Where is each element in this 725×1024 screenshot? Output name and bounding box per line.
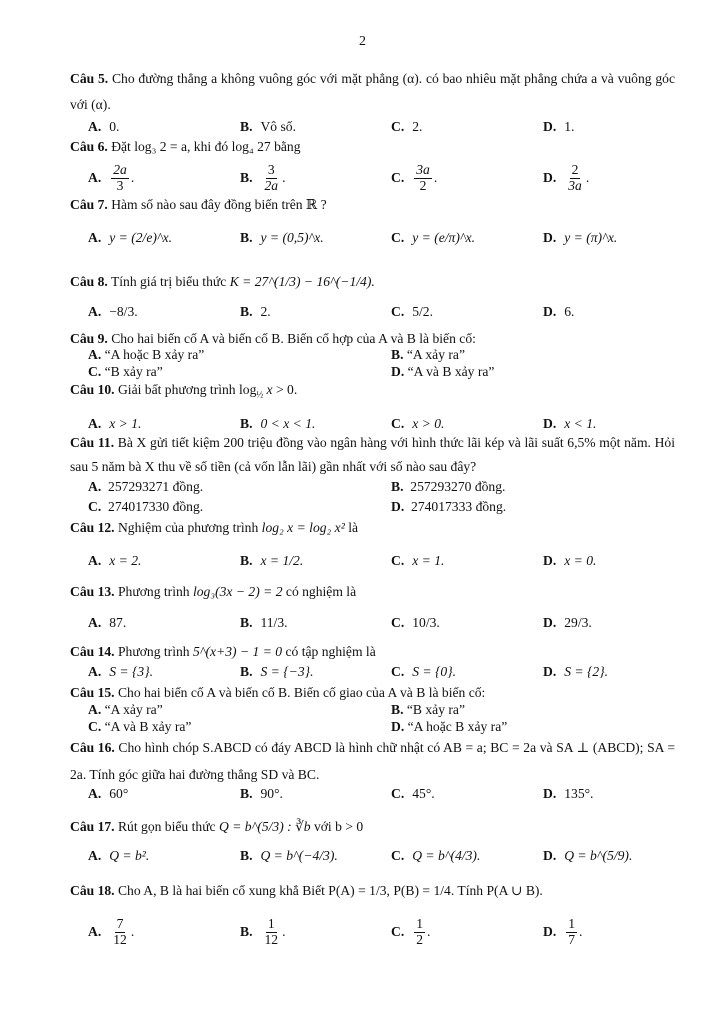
expression: log₂ x = log₂ x² — [261, 520, 345, 535]
option-d[interactable]: D. S = {2}. — [543, 664, 609, 679]
option-d[interactable]: D. x < 1. — [543, 416, 597, 431]
option-b[interactable]: B. $\frac{1}{12}$ . — [240, 915, 286, 947]
option-c[interactable]: C. 10/3. — [391, 615, 440, 630]
question-number: Câu 5. — [70, 71, 109, 86]
option-a[interactable]: A. “A xảy ra” — [88, 702, 163, 717]
question-7: Câu 7. Hàm số nào sau đây đồng biến trên ℝ ? — [70, 197, 327, 212]
option-a[interactable]: A. “A hoặc B xảy ra” — [88, 347, 205, 362]
option-a[interactable]: A. 60° — [88, 786, 129, 801]
option-d[interactable]: D. 1. — [543, 119, 575, 134]
options-6 — [88, 158, 678, 198]
question-text: Đặt log₃ 2 = a, khi đó log₄ 27 bằng — [111, 139, 301, 154]
option-b[interactable]: B. x = 1/2. — [240, 553, 304, 568]
option-c[interactable]: C. y = (e/π)^x. — [391, 230, 476, 245]
question-6: Câu 6. Đặt log₃ 2 = a, khi đó log₄ 27 bằng — [70, 139, 301, 154]
option-b[interactable]: B. 2. — [240, 304, 271, 319]
question-14: Câu 14. Phương trình 5^(x+3) − 1 = 0 có tập nghiệm là — [70, 644, 376, 659]
option-c[interactable]: C. 5/2. — [391, 304, 433, 319]
option-c[interactable]: C. “B xảy ra” — [88, 364, 163, 379]
option-b[interactable]: B. y = (0,5)^x. — [240, 230, 324, 245]
options-7 — [88, 218, 678, 258]
options-17 — [88, 836, 678, 876]
question-18: Câu 18. Cho A, B là hai biến cố xung khắ Biết P(A) = 1/3, P(B) = 1/4. Tính P(A ∪ B). — [70, 883, 543, 898]
option-d[interactable]: D. Q = b^(5/9). — [543, 848, 633, 863]
options-11-row1 — [88, 477, 678, 497]
question-text: Cho A, B là hai biến cố xung khắ Biết P(A) = 1/3, P(B) = 1/4. Tính P(A ∪ B). — [117, 883, 543, 898]
option-c[interactable]: C. x > 0. — [391, 416, 445, 431]
option-a[interactable]: A. S = {3}. — [88, 664, 154, 679]
option-d[interactable]: D. $\frac{1}{7}$ . — [543, 915, 583, 947]
option-c[interactable]: C. 45°. — [391, 786, 435, 801]
option-a[interactable]: A. −8/3. — [88, 304, 138, 319]
option-a[interactable]: A. x > 1. — [88, 416, 142, 431]
option-b[interactable]: B. 257293270 đồng. — [391, 479, 506, 494]
option-d[interactable]: D. $\frac{2}{3a}$ . — [543, 161, 590, 193]
option-a[interactable]: A. $\frac{2a}{3}$ . — [88, 161, 135, 193]
expression: $\log_{\frac{1}{2}} x > 0$. — [239, 382, 298, 400]
option-d[interactable]: D. “A hoặc B xảy ra” — [391, 719, 508, 734]
options-9-row1 — [88, 346, 678, 363]
option-d[interactable]: D. 135°. — [543, 786, 594, 801]
option-c[interactable]: C. S = {0}. — [391, 664, 457, 679]
question-9: Câu 9. Cho hai biến cố A và biến cố B. Biến cố hợp của A và B là biến cố: — [70, 331, 476, 346]
question-text: Cho đường thẳng a không vuông góc với mặt phẳng (α). có bao nhiêu mặt phẳng chứa a và vuông góc với (α). — [70, 71, 675, 112]
option-d[interactable]: D. y = (π)^x. — [543, 230, 618, 245]
option-a[interactable]: A. 87. — [88, 615, 127, 630]
option-b[interactable]: B. 0 < x < 1. — [240, 416, 316, 431]
question-text: Rút gọn biểu thức — [117, 819, 216, 834]
page-number: 2 — [359, 34, 366, 49]
option-a[interactable]: A. Q = b². — [88, 848, 150, 863]
options-8 — [88, 292, 678, 332]
option-b[interactable]: B. Vô số. — [240, 119, 296, 134]
question-17: Câu 17. Rút gọn biểu thức Q = b^(5/3) : ∛b với b > 0 — [70, 819, 364, 834]
option-c[interactable]: C. 2. — [391, 119, 423, 134]
question-12: Câu 12. Nghiệm của phương trình log₂ x = log₂ x² là — [70, 520, 358, 535]
question-11: Câu 11. Bà X gửi tiết kiệm 200 triệu đồng vào ngân hàng với hình thức lãi kép và lãi suất 6,5% một năm. Hỏi sau 5 năm bà X thu về số tiền (cả vốn lẫn lãi) gần nhất với số nào sau đây? — [70, 435, 675, 474]
options-12 — [88, 541, 678, 581]
question-text: Tính giá trị biểu thức — [110, 274, 227, 289]
question-text: Nghiệm của phương trình — [117, 520, 259, 535]
option-b[interactable]: B. S = {−3}. — [240, 664, 314, 679]
options-18 — [88, 912, 678, 952]
question-text: Giải bất phương trình — [117, 382, 236, 397]
question-text: Cho hai biến cố A và biến cố B. Biến cố giao của A và B là biến cố: — [117, 685, 486, 700]
question-15: Câu 15. Cho hai biến cố A và biến cố B. Biến cố giao của A và B là biến cố: — [70, 685, 486, 700]
question-text: Bà X gửi tiết kiệm 200 triệu đồng vào ngân hàng với hình thức lãi kép và lãi suất 6,5% một năm. Hỏi sau 5 năm bà X thu về số tiền (cả vốn lẫn lãi) gần nhất với số nào sau đây? — [70, 435, 675, 474]
options-11-row2 — [88, 497, 678, 517]
option-b[interactable]: B. “A xảy ra” — [391, 347, 465, 362]
option-a[interactable]: A. 257293271 đồng. — [88, 479, 204, 494]
option-b[interactable]: B. 90°. — [240, 786, 283, 801]
option-b[interactable]: B. “B xảy ra” — [391, 702, 465, 717]
options-13 — [88, 603, 678, 643]
option-b[interactable]: B. 11/3. — [240, 615, 288, 630]
option-c[interactable]: C. $\frac{3a}{2}$ . — [391, 161, 438, 193]
question-text: Cho hình chóp S.ABCD có đáy ABCD là hình chữ nhật có AB = a; BC = 2a và SA ⊥ (ABCD); SA = 2a. Tính góc giữa hai đường thẳng SD và BC. — [70, 740, 675, 782]
question-text: Phương trình — [117, 644, 190, 659]
option-b[interactable]: B. $\frac{3}{2a}$ . — [240, 161, 286, 193]
question-10: Câu 10. Giải bất phương trình $\log_{\frac{1}{2}} x > 0$. — [70, 382, 298, 400]
option-d[interactable]: D. 29/3. — [543, 615, 592, 630]
options-16 — [88, 774, 678, 814]
expression: 5^(x+3) − 1 = 0 — [192, 644, 283, 659]
option-a[interactable]: A. x = 2. — [88, 553, 142, 568]
options-15-row2 — [88, 718, 678, 735]
question-text: Cho hai biến cố A và biến cố B. Biến cố hợp của A và B là biến cố: — [111, 331, 476, 346]
option-d[interactable]: D. 6. — [543, 304, 575, 319]
options-9-row2 — [88, 363, 678, 380]
option-c[interactable]: C. Q = b^(4/3). — [391, 848, 481, 863]
question-text: Hàm số nào sau đây đồng biến trên ℝ ? — [111, 197, 327, 212]
option-b[interactable]: B. Q = b^(−4/3). — [240, 848, 338, 863]
option-c[interactable]: C. x = 1. — [391, 553, 445, 568]
option-a[interactable]: A. y = (2/e)^x. — [88, 230, 173, 245]
option-c[interactable]: C. $\frac{1}{2}$ . — [391, 915, 431, 947]
expression: K = 27^(1/3) − 16^(−1/4). — [229, 274, 375, 289]
option-c[interactable]: C. 274017330 đồng. — [88, 499, 204, 514]
expression: Q = b^(5/3) : ∛b — [219, 819, 311, 834]
option-d[interactable]: D. x = 0. — [543, 553, 597, 568]
option-d[interactable]: D. 274017333 đồng. — [391, 499, 507, 514]
option-c[interactable]: C. “A và B xảy ra” — [88, 719, 192, 734]
expression: log₃(3x − 2) = 2 — [192, 584, 283, 599]
question-text: Phương trình — [117, 584, 190, 599]
option-a[interactable]: A. $\frac{7}{12}$ . — [88, 915, 135, 947]
options-15-row1 — [88, 701, 678, 718]
option-a[interactable]: A. 0. — [88, 119, 120, 134]
question-16: Câu 16. Cho hình chóp S.ABCD có đáy ABCD là hình chữ nhật có AB = a; BC = 2a và SA ⊥ (ABCD); SA = 2a. Tính góc giữa hai đường thẳng SD và BC. — [70, 740, 675, 782]
question-13: Câu 13. Phương trình log₃(3x − 2) = 2 có nghiệm là — [70, 584, 357, 599]
question-8: Câu 8. Tính giá trị biểu thức K = 27^(1/3) − 16^(−1/4). — [70, 274, 375, 289]
option-d[interactable]: D. “A và B xảy ra” — [391, 364, 495, 379]
